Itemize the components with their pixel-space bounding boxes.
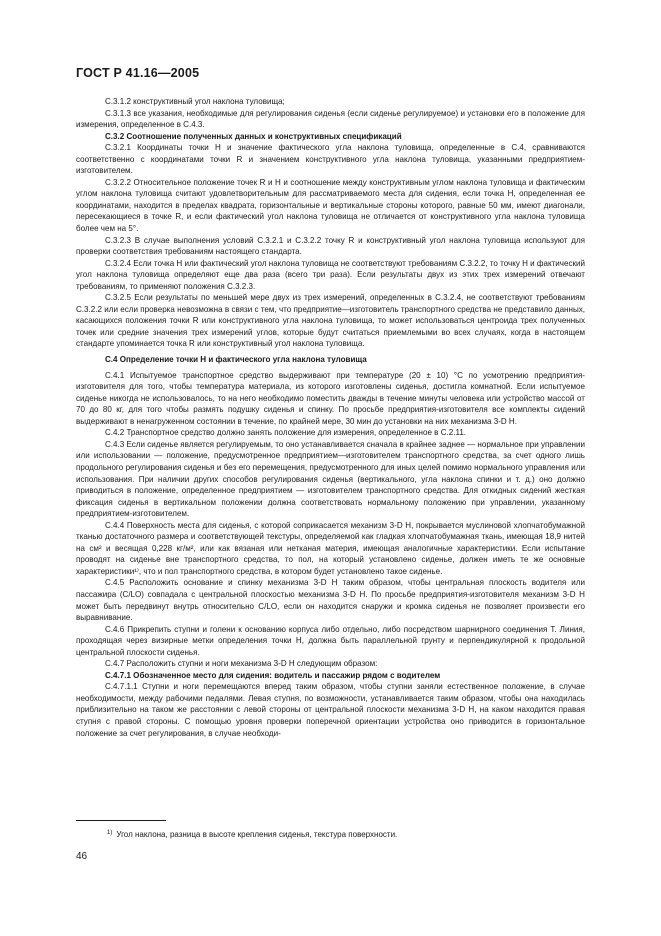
paragraph-c3-2-4: С.3.2.4 Если точка H или фактический угол наклона туловища не соответствуют требованиям С.3.2.2, то точку H и фактический угол наклона туловища определяют еще два раза (всего три раза). Если результаты двух из этих трех измерений отвечают требованиям, то применяют положения С.3.2.3. <box>76 258 585 291</box>
paragraph-c3-1-2: C.3.1.2 конструктивный угол наклона туловища; <box>105 97 285 106</box>
paragraph-c4-3: С.4.3 Если сиденье является регулируемым, то оно устанавливается сначала в крайнее заднее — нормальное при управлении или использовании — положение, предусмотренное предприятием—изготовителем транспортного средства, за счет одного лишь продольного регулирования сиденья и без его перемещения, предусмотренного для иных целей помимо нормального управления или использования. При наличии других способов регулирования сиденья (вертикального, угла наклона спинки и т. д.) оно должно приводиться в положение, определенное предприятием — изготовителем транспортного средства. Для откидных сидений жесткая фиксация сиденья в вертикальном положении должна соответствовать нормальному положению при управлении, указанному предприятием-изготовителем. <box>76 439 585 519</box>
paragraph-c3-2-2: С.3.2.2 Относительное положение точек R и H и соотношение между конструктивным углом наклона туловища и фактическим углом наклона туловища считают удовлетворительным для рассматриваемого места для сидения, если точка H, определенная ее координатами, находится в пределах квадрата, горизонтальные и вертикальные стороны которого, равные 50 мм, имеют диагонали, пересекающиеся в точке R, и если фактический угол наклона туловища не отличается от конструктивного угла наклона туловища более чем на 5°. <box>76 177 585 234</box>
footnote-text: Угол наклона, разница в высоте крепления сиденья, текстура поверхности. <box>116 830 398 839</box>
footnote-mark: 1) <box>107 830 113 836</box>
paragraph-c4-7-1-1: С.4.7.1.1 Ступни и ноги перемещаются вперед таким образом, чтобы ступни заняли естественное положение, в случае необходимости, между рабочими педалями. Левая ступня, по возможности, устанавливается таким образом, чтобы она находилась приблизительно на таком же расстоянии с левой стороны от центральной плоскости механизма 3-D H, на каком находится правая ступня с правой стороны. С помощью уровня проверки поперечной ориентации устройства оно приводится в горизонтальное положение за счет регулирования, в случае необходи- <box>76 682 585 738</box>
paragraph-c3-2-5: С.3.2.5 Если результаты по меньшей мере двух из трех измерений, определенных в С.3.2.4, не соответствуют требованиям С.3.2.2 или если проверка невозможна в связи с тем, что предприятие—изготовитель транспортного средства не представило данных, касающихся положения точки R или конструктивного угла наклона туловища, то может использоваться центроида трех полученных точек или средние значения трех измерений углов, которые будут считаться приемлемыми во всех случаях, когда в настоящем стандарте упоминается точка R или конструктивный угол наклона туловища. <box>76 293 585 349</box>
paragraph-c4-7: С.4.7 Расположить ступни и ноги механизма 3-D H следующим образом: <box>105 659 378 669</box>
paragraph-c4-4: С.4.4 Поверхность места для сиденья, с которой соприкасается механизм 3-D H, покрывается муслиновой хлопчатобумажной тканью достаточного размера и соответствующей текстуры, определяемой как гладкая хлопчатобумажная ткань, имеющая 18,9 нитей на см² и весящая 0,228 кг/м², или как вязаная или нетканая материя, имеющая аналогичные характеристики. Если испытание проводят на сиденье вне транспортного средства, то пол, на который установлено сиденье, должен иметь те же основные характеристики¹⁾, что и пол транспортного средства, в котором будет установлено такое сиденье. <box>76 520 585 576</box>
page-number: 46 <box>76 851 88 862</box>
paragraph-c4-5: С.4.5 Расположить основание и спинку механизма 3-D H таким образом, чтобы центральная плоскость водителя или пассажира (C/LO) совпадала с центральной плоскостью механизма 3-D H. По просьбе предприятия-изготовителя механизм 3-D H может быть передвинут внутрь относительно C/LO, если он находится снаружи и кромка сиденья не позволяет произвести его выравнивание. <box>76 578 585 623</box>
paragraph-c3-2-1: С.3.2.1 Координаты точки H и значение фактического угла наклона туловища, определенные в С.4, сравниваются соответственно с координатами точки R и значением конструктивного угла наклона туловища, указанными предприятием-изготовителем. <box>76 143 585 176</box>
section-heading-c3-2: С.3.2 Соотношение полученных данных и конструктивных спецификаций <box>105 131 402 141</box>
footnote-divider <box>76 820 166 821</box>
paragraph-c4-2: С.4.2 Транспортное средство должно занять положение для измерения, определенное в С.2.11. <box>105 428 467 438</box>
document-body <box>76 96 585 739</box>
document-header: ГОСТ Р 41.16—2005 <box>76 66 200 80</box>
paragraph-c3-1-3: C.3.1.3 все указания, необходимые для регулирования сиденья (если сиденье регулируемое) и установки его в положение для измерения, определенное в С.4.3. <box>76 108 585 130</box>
paragraph-c4-6: С.4.6 Прикрепить ступни и голени к основанию корпуса либо отдельно, либо посредством шарнирного соединения T. Линия, проходящая через визирные метки определения точки H, должна быть параллельной грунту и перпендикулярной к продольной центральной плоскости сиденья. <box>76 624 585 657</box>
section-heading-c4-7-1: С.4.7.1 Обозначенное место для сидения: водитель и пассажир рядом с водителем <box>105 670 441 680</box>
section-heading-c4: С.4 Определение точки H и фактического угла наклона туловища <box>105 355 367 365</box>
paragraph-c3-2-3: С.3.2.3 В случае выполнения условий С.3.2.1 и С.3.2.2 точку R и конструктивный угол наклона туловища используют для проверки соответствия требованиям настоящего стандарта. <box>76 235 585 257</box>
paragraph-c4-1: С.4.1 Испытуемое транспортное средство выдерживают при температуре (20 ± 10) °С по усмотрению предприятия-изготовителя для того, чтобы температура материала, из которого изготовлены сиденья, достигла комнатной. Если испытуемое сиденье никогда не использовалось, то на него необходимо поместить дважды в течение минуты человека или устройство массой от 70 до 80 кг, для того чтобы размять подушку сиденья и спинку. По просьбе предприятия-изготовителя все комплекты сидений выдерживают в ненагруженном состоянии в течение, по крайней мере, 30 мин до установки на них механизма 3-D H. <box>76 370 585 426</box>
footnote <box>107 828 587 840</box>
